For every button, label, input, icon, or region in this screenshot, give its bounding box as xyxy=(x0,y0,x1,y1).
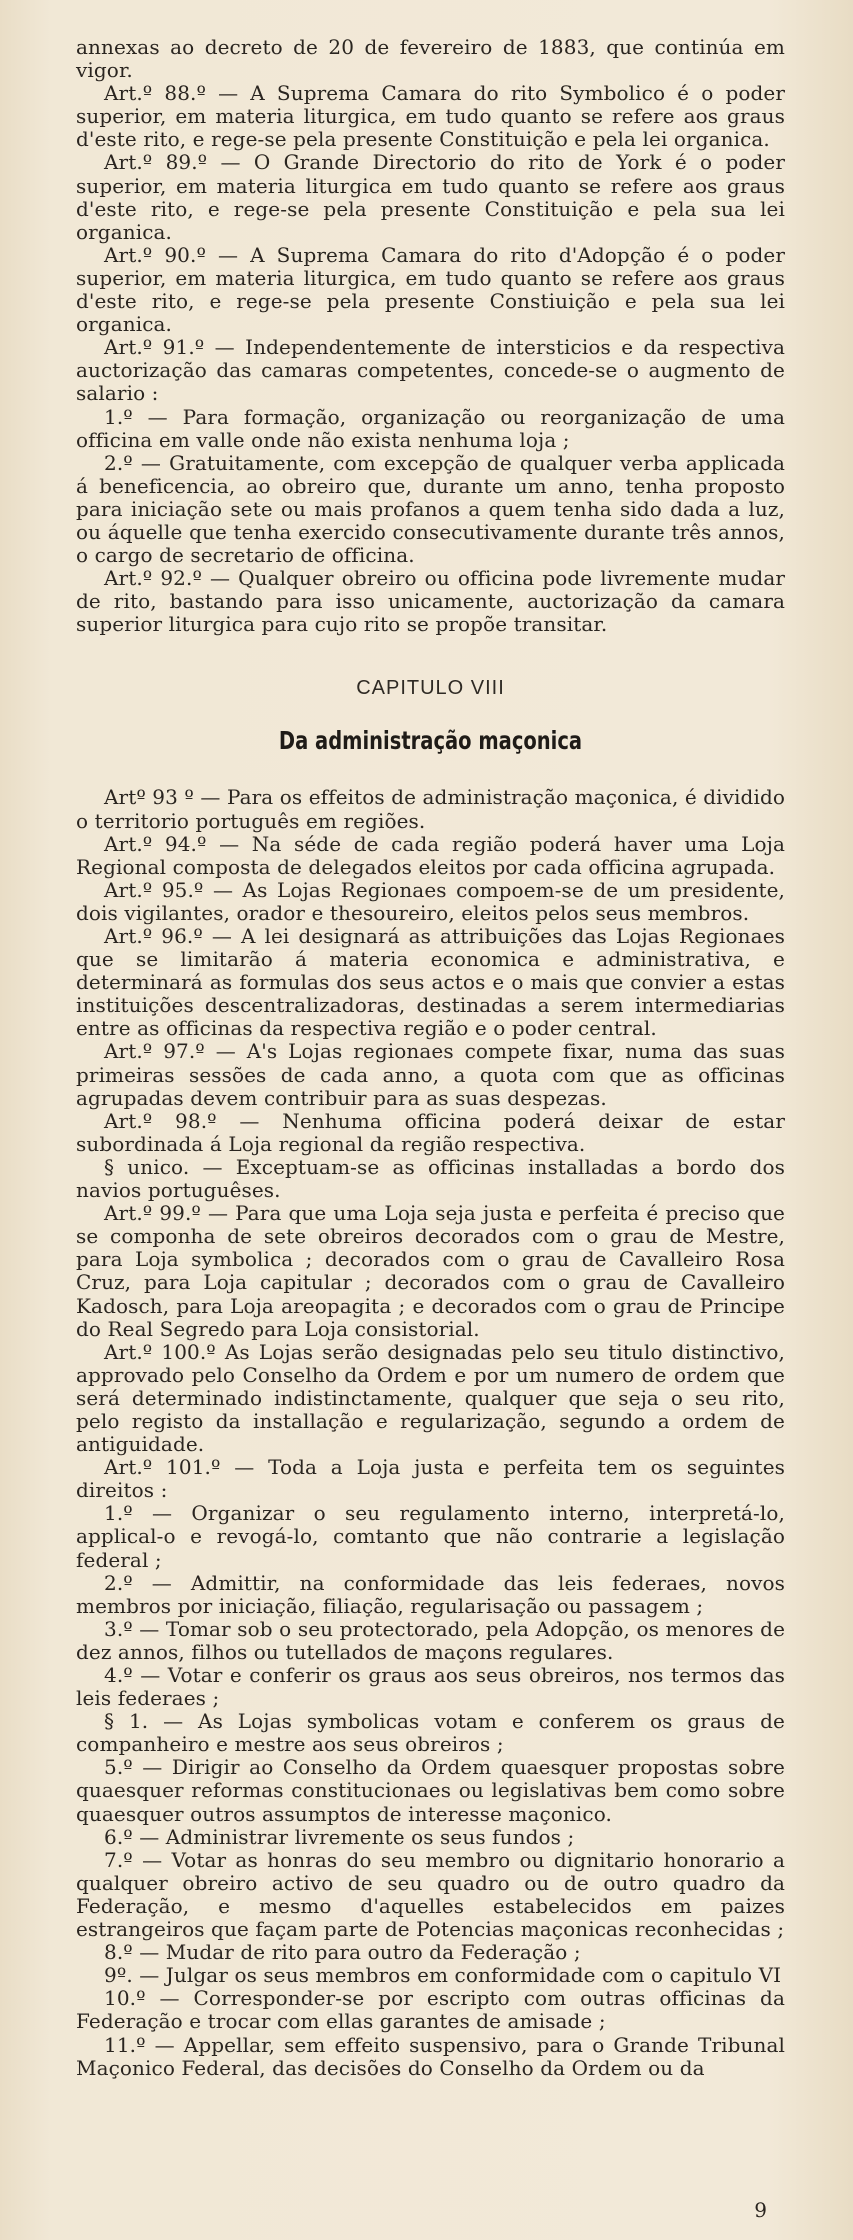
paragraph: 1.º — Para formação, organização ou reorganização de uma officina em valle onde não exista nenhuma loja ; xyxy=(76,404,785,452)
paragraph: 3.º — Tomar sob o seu protectorado, pela Adopção, os menores de dez annos, filhos ou tutellados de maçons regulares. xyxy=(76,1616,785,1664)
paragraph: Artº 93 º — Para os effeitos de administração maçonica, é dividido o territorio português em regiões. xyxy=(76,785,785,833)
body-text-top xyxy=(76,36,785,636)
paragraph: Art.º 92.º — Qualquer obreiro ou officina pode livremente mudar de rito, bastando para isso unicamente, auctorização da camara superior liturgica para cujo rito se propõe transitar. xyxy=(76,566,785,637)
paragraph: Art.º 90.º — A Suprema Camara do rito d'Adopção é o poder superior, em materia liturgica, em tudo quanto se refere aos graus d'este rito, e rege-se pela presente Constiuição e pela sua lei organica. xyxy=(76,242,785,337)
paragraph: 11.º — Appellar, sem effeito suspensivo, para o Grande Tribunal Maçonico Federal, das decisões do Conselho da Ordem ou da xyxy=(76,2032,785,2080)
page-number: 9 xyxy=(754,2198,767,2222)
paragraph: Art.º 89.º — O Grande Directorio do rito de York é o poder superior, em materia liturgica em tudo quanto se refere aos graus d'este rito, e rege-se pela presente Constituição e pela sua lei organica. xyxy=(76,150,785,244)
paragraph: Art.º 95.º — As Lojas Regionaes compoem-se de um presidente, dois vigilantes, orador e thesoureiro, eleitos pelos seus membros. xyxy=(76,877,785,925)
paragraph: 2.º — Gratuitamente, com excepção de qualquer verba applicada á beneficencia, ao obreiro que, durante um anno, tenha proposto para iniciação sete ou mais profanos a quem tenha sido dada a luz, ou áquelle que tenha exercido consecutivamente durante três annos, o cargo de secretario de officina. xyxy=(76,450,785,568)
paragraph: Art.º 91.º — Independentemente de intersticios e da respectiva auctorização das camaras competentes, concede-se o augmento de salario : xyxy=(76,335,785,406)
paragraph: Art.º 98.º — Nenhuma officina poderá deixar de estar subordinada á Loja regional da região respectiva. xyxy=(76,1108,785,1156)
paragraph: Art.º 100.º As Lojas serão designadas pelo seu titulo distinctivo, approvado pelo Conselho da Ordem e por um numero de ordem que será determinado indistinctamente, qualquer que seja o seu rito, pelo registo da installação e regularização, segundo a ordem de antiguidade. xyxy=(76,1339,785,1457)
paragraph: 5.º — Dirigir ao Conselho da Ordem quaesquer propostas sobre quaesquer reformas constitucionaes ou legislativas bem como sobre quaesquer outros assumptos de interesse maçonico. xyxy=(76,1755,785,1826)
paragraph: 8.º — Mudar de rito para outro da Federação ; xyxy=(104,1940,581,1965)
paragraph: Art.º 97.º — A's Lojas regionaes compete fixar, numa das suas primeiras sessões de cada anno, a quota com que as officinas agrupadas devem contribuir para as suas despezas. xyxy=(76,1039,785,1110)
paragraph: 6.º — Administrar livremente os seus fundos ; xyxy=(104,1824,575,1849)
paragraph: 2.º — Admittir, na conformidade das leis federaes, novos membros por iniciação, filiação, regularisação ou passagem ; xyxy=(76,1570,785,1618)
paragraph: Art.º 99.º — Para que uma Loja seja justa e perfeita é preciso que se componha de sete obreiros decorados com o grau de Mestre, para Loja symbolica ; decorados com o grau de Cavalleiro Rosa Cruz, para Loja capitular ; decorados com o grau de Cavalleiro Kadosch, para Loja areopagita ; e decorados com o grau de Principe do Real Segredo para Loja consistorial. xyxy=(76,1201,785,1341)
paragraph: Art.º 96.º — A lei designará as attribuições das Lojas Regionaes que se limitarão á materia economica e administrativa, e determinará as formulas dos seus actos e o mais que convier a estas instituições descentralizadoras, destinadas a serem intermediarias entre as officinas da respectiva região e o poder central. xyxy=(76,924,785,1041)
paragraph: Art.º 88.º — A Suprema Camara do rito Symbolico é o poder superior, em materia liturgica, em tudo quanto se refere aos graus d'este rito, e rege-se pela presente Constituição e pela lei organica. xyxy=(76,81,785,152)
paragraph: 9º. — Julgar os seus membros em conformidade com o capitulo VI xyxy=(104,1963,782,1988)
chapter-heading: CAPITULO VIII xyxy=(356,677,505,700)
paragraph: 7.º — Votar as honras do seu membro ou dignitario honorario a qualquer obreiro activo de seu quadro ou de outro quadro da Federação, e mesmo d'aquelles estabelecidos em paizes estrangeiros que façam parte de Potencias maçonicas reconhecidas ; xyxy=(76,1847,785,1942)
section-title: Da administração maçonica xyxy=(278,726,583,756)
body-text-bottom xyxy=(76,786,785,2079)
paragraph: 1.º — Organizar o seu regulamento interno, interpretá-lo, applical-o e revogá-lo, comtanto que não contrarie a legislação federal ; xyxy=(76,1501,785,1572)
paragraph: 4.º — Votar e conferir os graus aos seus obreiros, nos termos das leis federaes ; xyxy=(76,1663,785,1711)
paragraph: annexas ao decreto de 20 de fevereiro de 1883, que continúa em vigor. xyxy=(76,35,785,83)
paragraph: § 1. — As Lojas symbolicas votam e conferem os graus de companheiro e mestre aos seus obreiros ; xyxy=(76,1709,785,1757)
paragraph: Art.º 101.º — Toda a Loja justa e perfeita tem os seguintes direitos : xyxy=(76,1455,785,1503)
paragraph: 10.º — Corresponder-se por escripto com outras officinas da Federação e trocar com ellas garantes de amisade ; xyxy=(76,1986,785,2034)
paragraph: Art.º 94.º — Na séde de cada região poderá haver uma Loja Regional composta de delegados eleitos por cada officina agrupada. xyxy=(76,831,785,879)
paragraph: § unico. — Exceptuam-se as officinas installadas a bordo dos navios portuguêses. xyxy=(76,1154,785,1203)
